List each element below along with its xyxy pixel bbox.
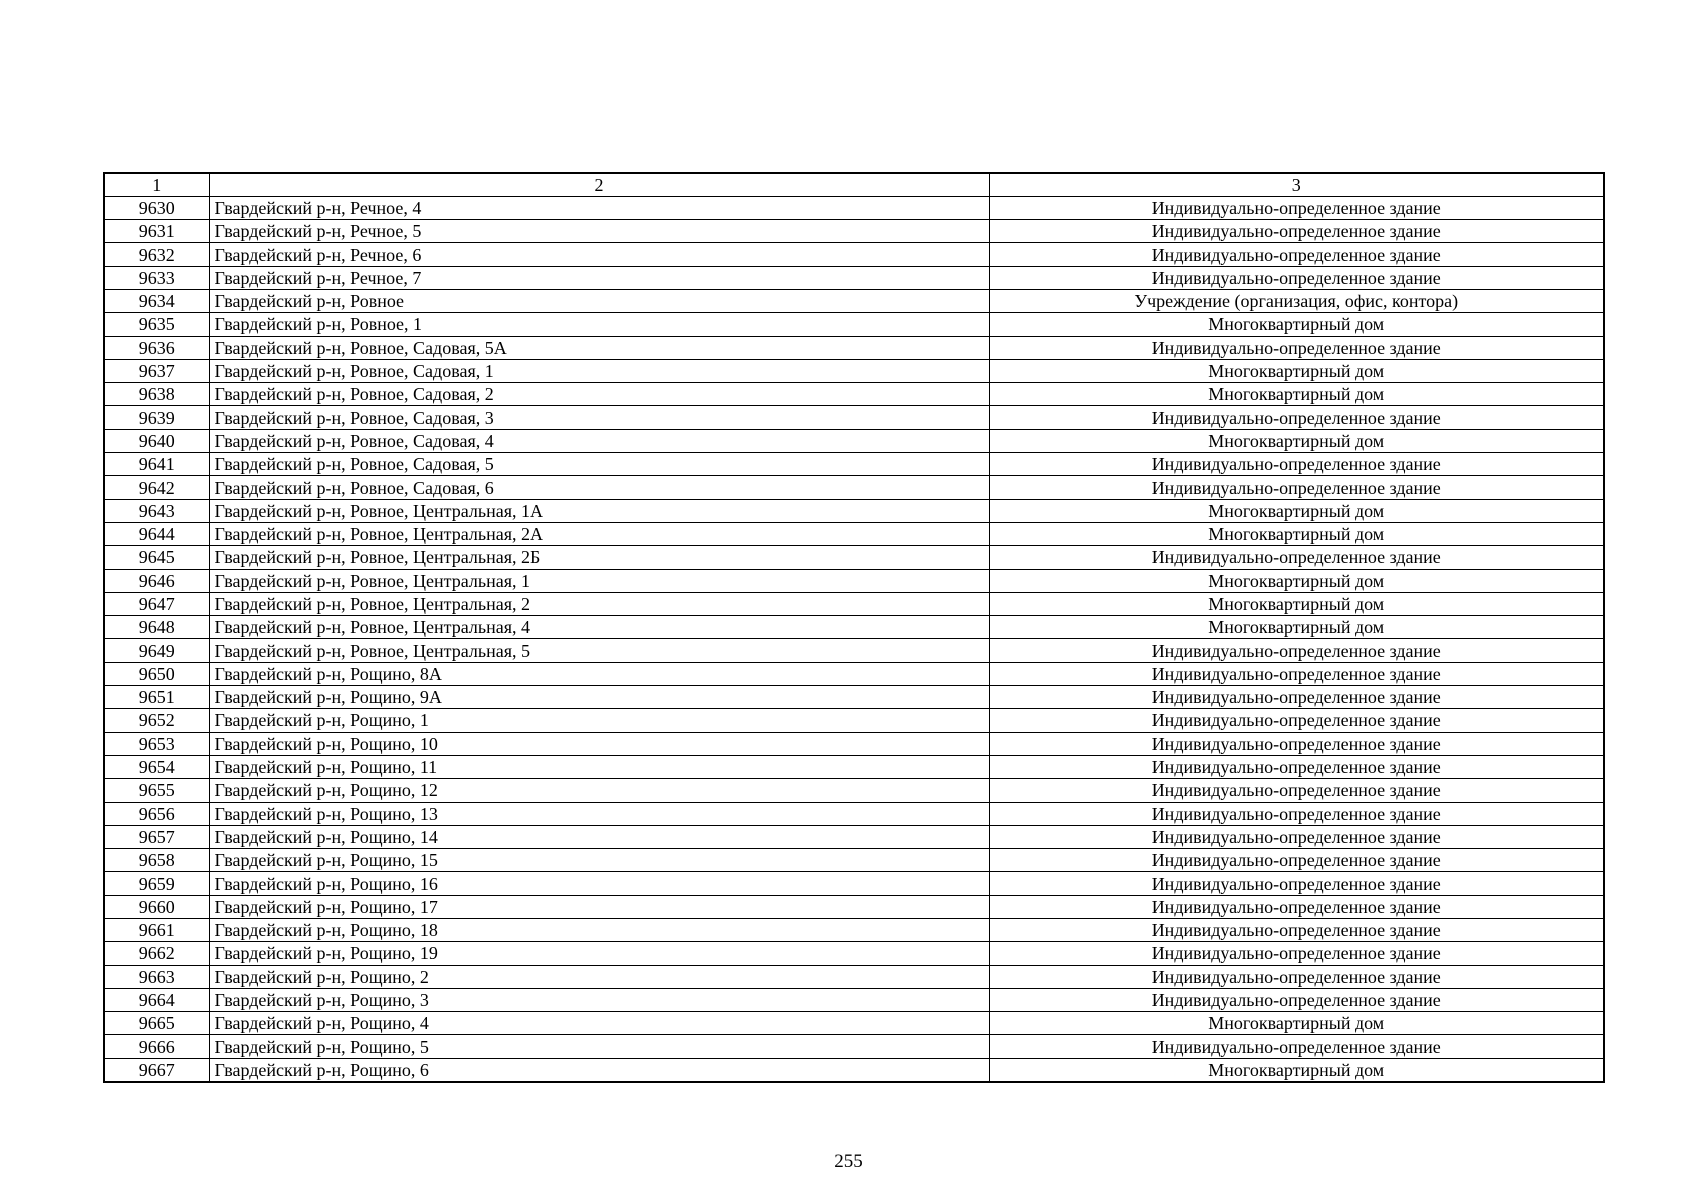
address-cell: Гвардейский р-н, Рощино, 10 [209,732,989,755]
address-cell: Гвардейский р-н, Ровное, Центральная, 1 [209,569,989,592]
row-number-cell: 9661 [104,919,209,942]
address-cell: Гвардейский р-н, Ровное, Центральная, 2А [209,522,989,545]
row-number-cell: 9651 [104,686,209,709]
address-cell: Гвардейский р-н, Ровное, Садовая, 5А [209,336,989,359]
address-cell: Гвардейский р-н, Ровное [209,289,989,312]
row-number-cell: 9656 [104,802,209,825]
address-cell: Гвардейский р-н, Рощино, 9А [209,686,989,709]
object-type-cell: Индивидуально-определенное здание [989,243,1604,266]
address-cell: Гвардейский р-н, Рощино, 4 [209,1012,989,1035]
address-cell: Гвардейский р-н, Ровное, Центральная, 2Б [209,546,989,569]
row-number-cell: 9632 [104,243,209,266]
object-type-cell: Индивидуально-определенное здание [989,779,1604,802]
row-number-cell: 9630 [104,196,209,219]
table-row [104,732,1604,755]
table-row [104,499,1604,522]
table-row [104,522,1604,545]
object-type-cell: Индивидуально-определенное здание [989,732,1604,755]
address-cell: Гвардейский р-н, Речное, 4 [209,196,989,219]
address-cell: Гвардейский р-н, Рощино, 11 [209,755,989,778]
object-type-cell: Индивидуально-определенное здание [989,220,1604,243]
object-type-cell: Индивидуально-определенное здание [989,895,1604,918]
object-type-cell: Многоквартирный дом [989,359,1604,382]
object-type-cell: Индивидуально-определенное здание [989,546,1604,569]
address-cell: Гвардейский р-н, Рощино, 12 [209,779,989,802]
row-number-cell: 9642 [104,476,209,499]
address-cell: Гвардейский р-н, Ровное, 1 [209,313,989,336]
page-number: 255 [834,1151,863,1172]
row-number-cell: 9640 [104,429,209,452]
row-number-cell: 9641 [104,453,209,476]
address-cell: Гвардейский р-н, Рощино, 19 [209,942,989,965]
table-row [104,429,1604,452]
object-type-cell: Индивидуально-определенное здание [989,849,1604,872]
table-row [104,266,1604,289]
table-row [104,546,1604,569]
address-cell: Гвардейский р-н, Ровное, Центральная, 1А [209,499,989,522]
address-cell: Гвардейский р-н, Рощино, 15 [209,849,989,872]
row-number-cell: 9638 [104,383,209,406]
table-row [104,569,1604,592]
row-number-cell: 9655 [104,779,209,802]
object-type-cell: Индивидуально-определенное здание [989,1035,1604,1058]
object-type-cell: Индивидуально-определенное здание [989,755,1604,778]
address-cell: Гвардейский р-н, Рощино, 5 [209,1035,989,1058]
address-cell: Гвардейский р-н, Рощино, 17 [209,895,989,918]
object-type-cell: Индивидуально-определенное здание [989,453,1604,476]
address-cell: Гвардейский р-н, Рощино, 18 [209,919,989,942]
table-row [104,243,1604,266]
row-number-cell: 9634 [104,289,209,312]
row-number-cell: 9659 [104,872,209,895]
object-type-cell: Индивидуально-определенное здание [989,406,1604,429]
object-type-cell: Многоквартирный дом [989,499,1604,522]
table-row [104,1035,1604,1058]
row-number-cell: 9644 [104,522,209,545]
object-type-cell: Многоквартирный дом [989,1012,1604,1035]
row-number-cell: 9648 [104,616,209,639]
table-row [104,942,1604,965]
table-header-row [104,173,1604,196]
table-row [104,802,1604,825]
row-number-cell: 9665 [104,1012,209,1035]
table-row [104,872,1604,895]
object-type-cell: Индивидуально-определенное здание [989,802,1604,825]
row-number-cell: 9667 [104,1058,209,1081]
row-number-cell: 9663 [104,965,209,988]
header-col-2: 2 [209,173,989,196]
address-cell: Гвардейский р-н, Ровное, Садовая, 6 [209,476,989,499]
table-row [104,779,1604,802]
row-number-cell: 9639 [104,406,209,429]
row-number-cell: 9658 [104,849,209,872]
object-type-cell: Индивидуально-определенное здание [989,662,1604,685]
object-type-cell: Индивидуально-определенное здание [989,476,1604,499]
object-type-cell: Индивидуально-определенное здание [989,942,1604,965]
row-number-cell: 9643 [104,499,209,522]
table-row [104,849,1604,872]
object-type-cell: Индивидуально-определенное здание [989,266,1604,289]
table-row [104,755,1604,778]
row-number-cell: 9637 [104,359,209,382]
object-type-cell: Индивидуально-определенное здание [989,965,1604,988]
row-number-cell: 9649 [104,639,209,662]
object-type-cell: Учреждение (организация, офис, контора) [989,289,1604,312]
address-cell: Гвардейский р-н, Ровное, Садовая, 1 [209,359,989,382]
table-row [104,406,1604,429]
address-cell: Гвардейский р-н, Речное, 6 [209,243,989,266]
table-row [104,919,1604,942]
table-row [104,965,1604,988]
row-number-cell: 9652 [104,709,209,732]
table-row [104,453,1604,476]
address-cell: Гвардейский р-н, Рощино, 14 [209,825,989,848]
object-type-cell: Индивидуально-определенное здание [989,825,1604,848]
header-col-1: 1 [104,173,209,196]
row-number-cell: 9646 [104,569,209,592]
address-cell: Гвардейский р-н, Речное, 7 [209,266,989,289]
row-number-cell: 9635 [104,313,209,336]
object-type-cell: Многоквартирный дом [989,522,1604,545]
register-table-body [104,173,1604,1082]
row-number-cell: 9653 [104,732,209,755]
row-number-cell: 9633 [104,266,209,289]
row-number-cell: 9666 [104,1035,209,1058]
table-row [104,336,1604,359]
table-row [104,662,1604,685]
address-cell: Гвардейский р-н, Рощино, 1 [209,709,989,732]
row-number-cell: 9664 [104,988,209,1011]
object-type-cell: Многоквартирный дом [989,429,1604,452]
address-cell: Гвардейский р-н, Ровное, Центральная, 2 [209,592,989,615]
object-type-cell: Индивидуально-определенное здание [989,336,1604,359]
object-type-cell: Многоквартирный дом [989,569,1604,592]
table-row [104,592,1604,615]
table-row [104,196,1604,219]
address-cell: Гвардейский р-н, Рощино, 16 [209,872,989,895]
row-number-cell: 9660 [104,895,209,918]
row-number-cell: 9654 [104,755,209,778]
address-cell: Гвардейский р-н, Рощино, 13 [209,802,989,825]
object-type-cell: Индивидуально-определенное здание [989,988,1604,1011]
header-col-3: 3 [989,173,1604,196]
address-cell: Гвардейский р-н, Ровное, Садовая, 2 [209,383,989,406]
object-type-cell: Многоквартирный дом [989,616,1604,639]
object-type-cell: Многоквартирный дом [989,592,1604,615]
table-row [104,1058,1604,1081]
row-number-cell: 9636 [104,336,209,359]
address-cell: Гвардейский р-н, Речное, 5 [209,220,989,243]
row-number-cell: 9662 [104,942,209,965]
object-type-cell: Индивидуально-определенное здание [989,686,1604,709]
address-cell: Гвардейский р-н, Рощино, 8А [209,662,989,685]
table-row [104,359,1604,382]
address-cell: Гвардейский р-н, Рощино, 6 [209,1058,989,1081]
table-row [104,988,1604,1011]
object-type-cell: Индивидуально-определенное здание [989,919,1604,942]
table-row [104,616,1604,639]
table-row [104,895,1604,918]
row-number-cell: 9645 [104,546,209,569]
object-type-cell: Индивидуально-определенное здание [989,196,1604,219]
table-row [104,639,1604,662]
table-row [104,825,1604,848]
address-cell: Гвардейский р-н, Ровное, Садовая, 4 [209,429,989,452]
table-row [104,220,1604,243]
row-number-cell: 9650 [104,662,209,685]
object-type-cell: Многоквартирный дом [989,1058,1604,1081]
address-cell: Гвардейский р-н, Ровное, Центральная, 4 [209,616,989,639]
table-row [104,313,1604,336]
table-row [104,476,1604,499]
object-type-cell: Многоквартирный дом [989,383,1604,406]
address-cell: Гвардейский р-н, Ровное, Садовая, 3 [209,406,989,429]
object-type-cell: Индивидуально-определенное здание [989,872,1604,895]
table-row [104,383,1604,406]
register-table [103,172,1605,1083]
address-cell: Гвардейский р-н, Рощино, 2 [209,965,989,988]
row-number-cell: 9657 [104,825,209,848]
table-row [104,709,1604,732]
address-cell: Гвардейский р-н, Ровное, Центральная, 5 [209,639,989,662]
object-type-cell: Многоквартирный дом [989,313,1604,336]
address-cell: Гвардейский р-н, Ровное, Садовая, 5 [209,453,989,476]
row-number-cell: 9631 [104,220,209,243]
row-number-cell: 9647 [104,592,209,615]
address-cell: Гвардейский р-н, Рощино, 3 [209,988,989,1011]
table-row [104,289,1604,312]
table-row [104,1012,1604,1035]
object-type-cell: Индивидуально-определенное здание [989,639,1604,662]
object-type-cell: Индивидуально-определенное здание [989,709,1604,732]
table-row [104,686,1604,709]
